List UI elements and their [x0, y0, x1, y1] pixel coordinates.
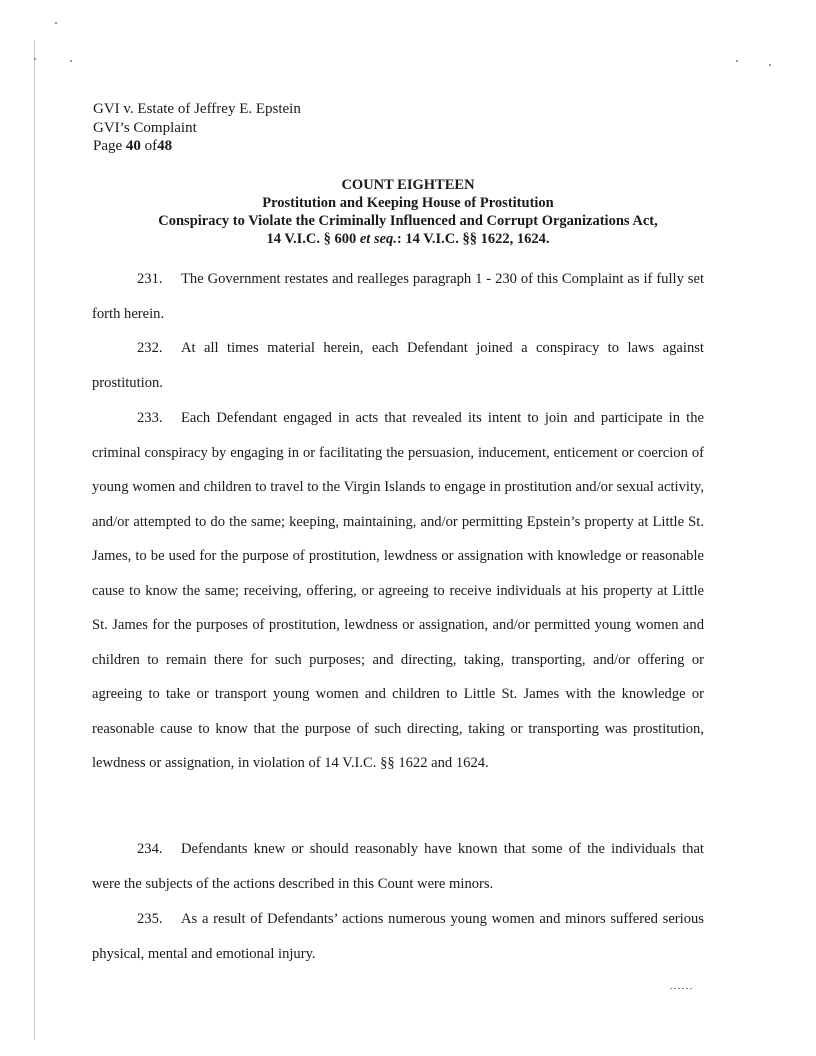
count-subtitle-1: Prostitution and Keeping House of Prostitution	[262, 195, 554, 211]
page-current: 40	[125, 138, 141, 154]
scan-speck	[70, 60, 72, 62]
paragraph-234	[92, 832, 704, 901]
paragraph-text: Defendants knew or should reasonably have known that some of the individuals that were the subjects of the actions described in this Count were minors.	[92, 841, 704, 892]
paragraph-number: 233.	[137, 410, 163, 426]
document-header	[93, 100, 301, 156]
page-indicator	[93, 137, 301, 156]
count-heading	[93, 176, 723, 248]
paragraph-232	[92, 331, 704, 400]
scan-speck	[769, 64, 771, 66]
scan-margin-line	[34, 40, 35, 1040]
paragraph-text: Each Defendant engaged in acts that revealed its intent to join and participate in the criminal conspiracy by engaging in or facilitating the persuasion, inducement, enticement or coercion of young women and children to travel to the Virgin Islands to engage in prostitution and/or sexual activity, and/or attempted to do the same; keeping, maintaining, and/or permitting Epstein’s property at Little St. James, to be used for the purpose of prostitution, lewdness or assignation with knowledge or reasonable cause to know the same; receiving, offering, or agreeing to receive individuals at his property at Little St. James for the purposes of prostitution, lewdness or assignation, and/or permitted young women and children to remain there for such purposes; and directing, taking, transporting, and/or offering or agreeing to take or transport young women and children to Little St. James with the knowledge or reasonable cause to know that the purpose of such directing, taking or transporting was prostitution, lewdness or assignation, in violation of 14 V.I.C. §§ 1622 and 1624.	[92, 410, 704, 771]
paragraph-text: The Government restates and realleges paragraph 1 - 230 of this Complaint as if fully set forth herein.	[92, 271, 704, 322]
page-of: of	[144, 138, 158, 154]
scan-speck	[55, 22, 57, 24]
paragraph-233	[92, 401, 704, 781]
page-prefix: Page	[93, 138, 123, 154]
scan-speck	[34, 58, 36, 60]
statute-cite-italic: et seq.	[359, 231, 397, 247]
case-title: GVI v. Estate of Jeffrey E. Epstein	[93, 101, 301, 117]
scan-speck	[736, 60, 738, 62]
paragraph-number: 235.	[137, 911, 163, 927]
count-subtitle-2: Conspiracy to Violate the Criminally Influenced and Corrupt Organizations Act,	[158, 213, 658, 229]
scan-smudge	[670, 987, 692, 990]
statute-cite-post: : 14 V.I.C. §§ 1622, 1624.	[396, 231, 550, 247]
paragraph-235	[92, 902, 704, 971]
page-total: 48	[157, 138, 173, 154]
paragraph-text: As a result of Defendants’ actions numerous young women and minors suffered serious physical, mental and emotional injury.	[92, 911, 704, 962]
paragraph-text: At all times material herein, each Defendant joined a conspiracy to laws against prostitution.	[92, 340, 704, 391]
count-title: COUNT EIGHTEEN	[341, 177, 475, 193]
paragraph-number: 231.	[137, 271, 163, 287]
paragraph-number: 232.	[137, 340, 163, 356]
paragraph-231	[92, 262, 704, 331]
statute-cite-pre: 14 V.I.C. § 600	[266, 231, 360, 247]
paragraph-number: 234.	[137, 841, 163, 857]
document-title: GVI’s Complaint	[93, 119, 197, 136]
count-subtitle-3	[93, 230, 723, 248]
